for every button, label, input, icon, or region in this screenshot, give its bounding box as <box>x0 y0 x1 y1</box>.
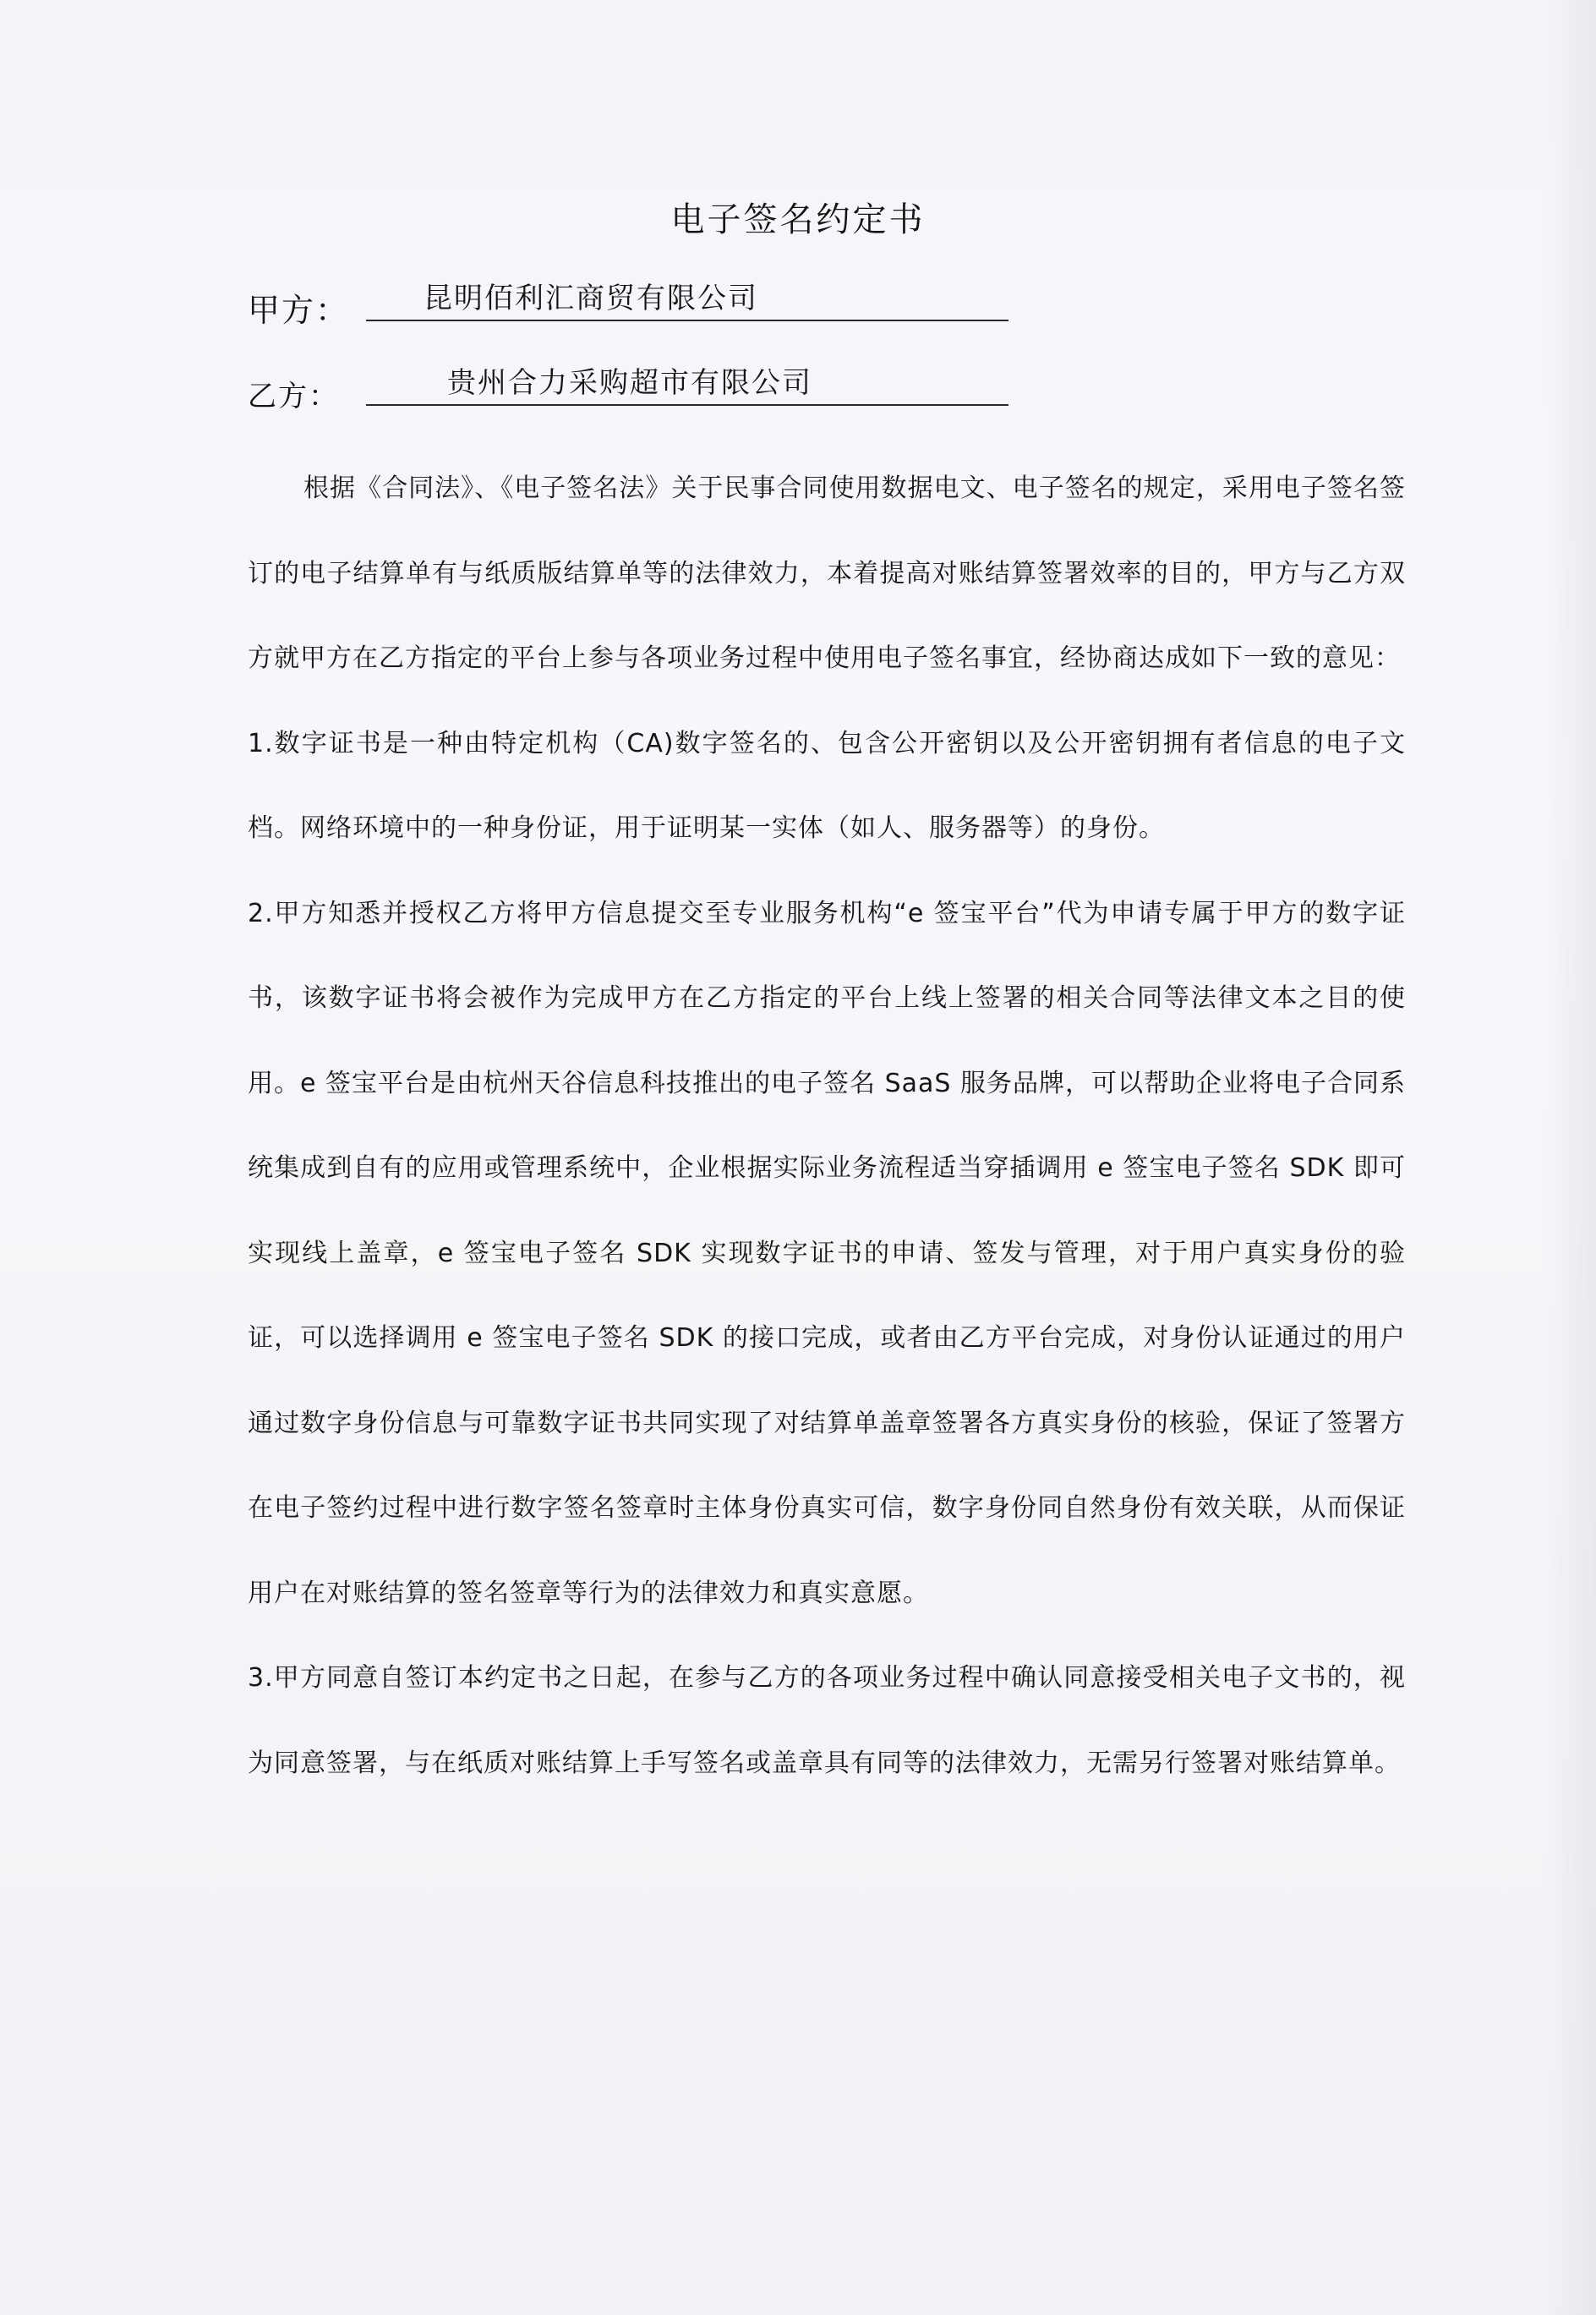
party-b-row <box>248 365 1008 414</box>
party-a-row <box>248 281 1008 331</box>
party-b-name: 贵州合力采购超市有限公司 <box>447 366 812 400</box>
document-body <box>248 446 1406 1806</box>
document-title: 电子签名约定书 <box>670 200 926 239</box>
party-b-underline <box>366 365 1008 406</box>
preamble-paragraph: 根据《合同法》、《电子签名法》关于民事合同使用数据电文、电子签名的规定，采用电子签名签订的电子结算单有与纸质版结算单等的法律效力，本着提高对账结算签署效率的目的，甲方与乙方双方就甲方在乙方指定的平台上参与各项业务过程中使用电子签名事宜，经协商达成如下一致的意见： <box>248 473 1406 673</box>
party-a-name: 昆明佰利汇商贸有限公司 <box>424 282 758 315</box>
party-b-label: 乙方： <box>248 380 339 413</box>
clause-1-paragraph: 1.数字证书是一种由特定机构（CA)数字签名的、包含公开密钥以及公开密钥拥有者信息的电子文档。网络环境中的一种身份证，用于证明某一实体（如人、服务器等）的身份。 <box>248 728 1406 843</box>
page-edge-shadow <box>1545 0 1596 2315</box>
clause-3-paragraph: 3.甲方同意自签订本约定书之日起，在参与乙方的各项业务过程中确认同意接受相关电子文书的，视为同意签署，与在纸质对账结算上手写签名或盖章具有同等的法律效力，无需另行签署对账结算单。 <box>248 1663 1406 1778</box>
party-a-underline <box>366 281 1008 321</box>
clause-2-paragraph: 2.甲方知悉并授权乙方将甲方信息提交至专业服务机构“e 签宝平台”代为申请专属于甲方的数字证书，该数字证书将会被作为完成甲方在乙方指定的平台上线上签署的相关合同等法律文本之目的使用。e 签宝平台是由杭州天谷信息科技推出的电子签名 SaaS 服务品牌，可以帮助企业将电子合同系统集成到自有的应用或管理系统中，企业根据实际业务流程适当穿插调用 e 签宝电子签名 SDK 即可实现线上盖章，e 签宝电子签名 SDK 实现数字证书的申请、签发与管理，对于用户真实身份的验证，可以选择调用 e 签宝电子签名 SDK 的接口完成，或者由乙方平台完成，对身份认证通过的用户通过数字身份信息与可靠数字证书共同实现了对结算单盖章签署各方真实身份的核验，保证了签署方在电子签约过程中进行数字签名签章时主体身份真实可信，数字身份同自然身份有效关联，从而保证用户在对账结算的签名签章等行为的法律效力和真实意愿。 <box>248 898 1406 1608</box>
party-a-label: 甲方： <box>248 292 350 329</box>
